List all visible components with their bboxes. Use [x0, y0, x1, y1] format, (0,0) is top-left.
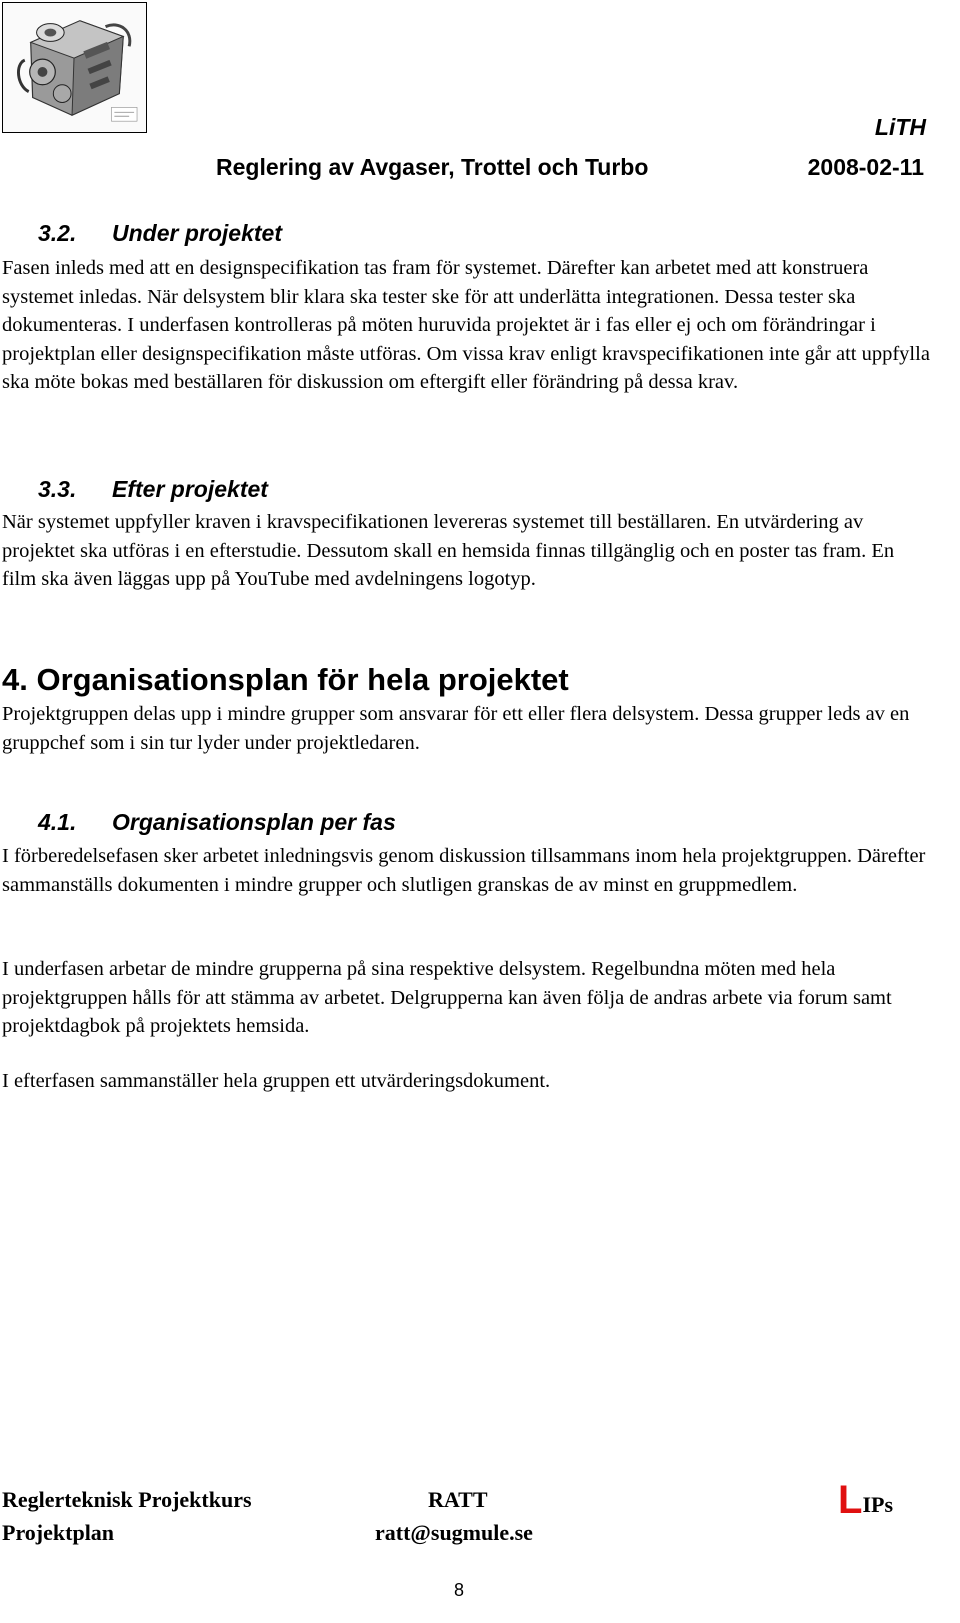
footer-lips-letter: L [838, 1478, 863, 1522]
section-4-1-title: Organisationsplan per fas [112, 809, 396, 835]
section-3-3-number: 3.3. [38, 476, 77, 502]
footer-course: Reglerteknisk Projektkurs [2, 1487, 252, 1512]
section-4-1-paragraph-2: I underfasen arbetar de mindre grupperna på sina respektive delsystem. Regelbundna möten med hela projektgruppen hålls för att stämma av arbetet. Delgrupperna kan även följa de andras arbete via forum samt projektdagbok på projektets hemsida. [2, 958, 892, 1037]
section-4-text: Projektgruppen delas upp i mindre grupper som ansvarar för ett eller flera delsystem. Dessa grupper leds av en gruppchef som i sin tur lyder under projektledaren. [2, 703, 910, 754]
engine-photo-icon [3, 3, 146, 132]
header-org: LiTH [874, 114, 926, 140]
section-3-2-title: Under projektet [112, 220, 282, 246]
footer-team: RATT [428, 1487, 488, 1512]
footer-email: ratt@sugmule.se [375, 1520, 533, 1545]
section-4-1-number: 4.1. [38, 809, 77, 835]
section-4-heading: 4. Organisationsplan för hela projektet [2, 662, 569, 697]
section-3-3-text: När systemet uppfyller kraven i kravspecifikationen levereras systemet till beställaren. En utvärdering av projektet ska utföras i en efterstudie. Dessutom skall en hemsida finnas tillgänglig och en poster tas fram. En film ska även läggas upp på YouTube med avdelningens logotyp. [2, 511, 895, 590]
header-date: 2008-02-11 [807, 154, 924, 180]
engine-photo [2, 2, 147, 133]
section-3-3-title: Efter projektet [112, 476, 268, 502]
page-number: 8 [454, 1580, 465, 1600]
footer-lips-logo [838, 1480, 893, 1520]
section-4-1-heading [38, 808, 396, 836]
footer-doc: Projektplan [2, 1520, 115, 1545]
section-3-2-number: 3.2. [38, 220, 77, 246]
section-4-1-paragraph-1: I förberedelsefasen sker arbetet inledningsvis genom diskussion tillsammans inom hela projektgruppen. Därefter sammanställs dokumenten i mindre grupper och slutligen granskas de av minst en gruppmedlem. [2, 845, 926, 896]
section-3-2-heading [38, 219, 282, 247]
section-3-2-text: Fasen inleds med att en designspecifikation tas fram för systemet. Därefter kan arbetet med att konstruera systemet inledas. När delsystem blir klara ska tester ske för att underlätta integrationen. Dessa tester ska dokumenteras. I underfasen kontrolleras på möten huruvida projektet är i fas eller ej och om förändringar i projektplan eller designspecifikation måste utföras. Om vissa krav enligt kravspecifikationen inte går att uppfylla ska möte bokas med beställaren för diskussion om eftergift eller förändring på dessa krav. [2, 257, 930, 393]
section-4-1-paragraph-3: I efterfasen sammanställer hela gruppen ett utvärderingsdokument. [2, 1070, 551, 1092]
section-3-3-heading [38, 475, 268, 503]
footer-lips-rest: IPs [862, 1492, 893, 1517]
header-title: Reglering av Avgaser, Trottel och Turbo [216, 154, 649, 180]
